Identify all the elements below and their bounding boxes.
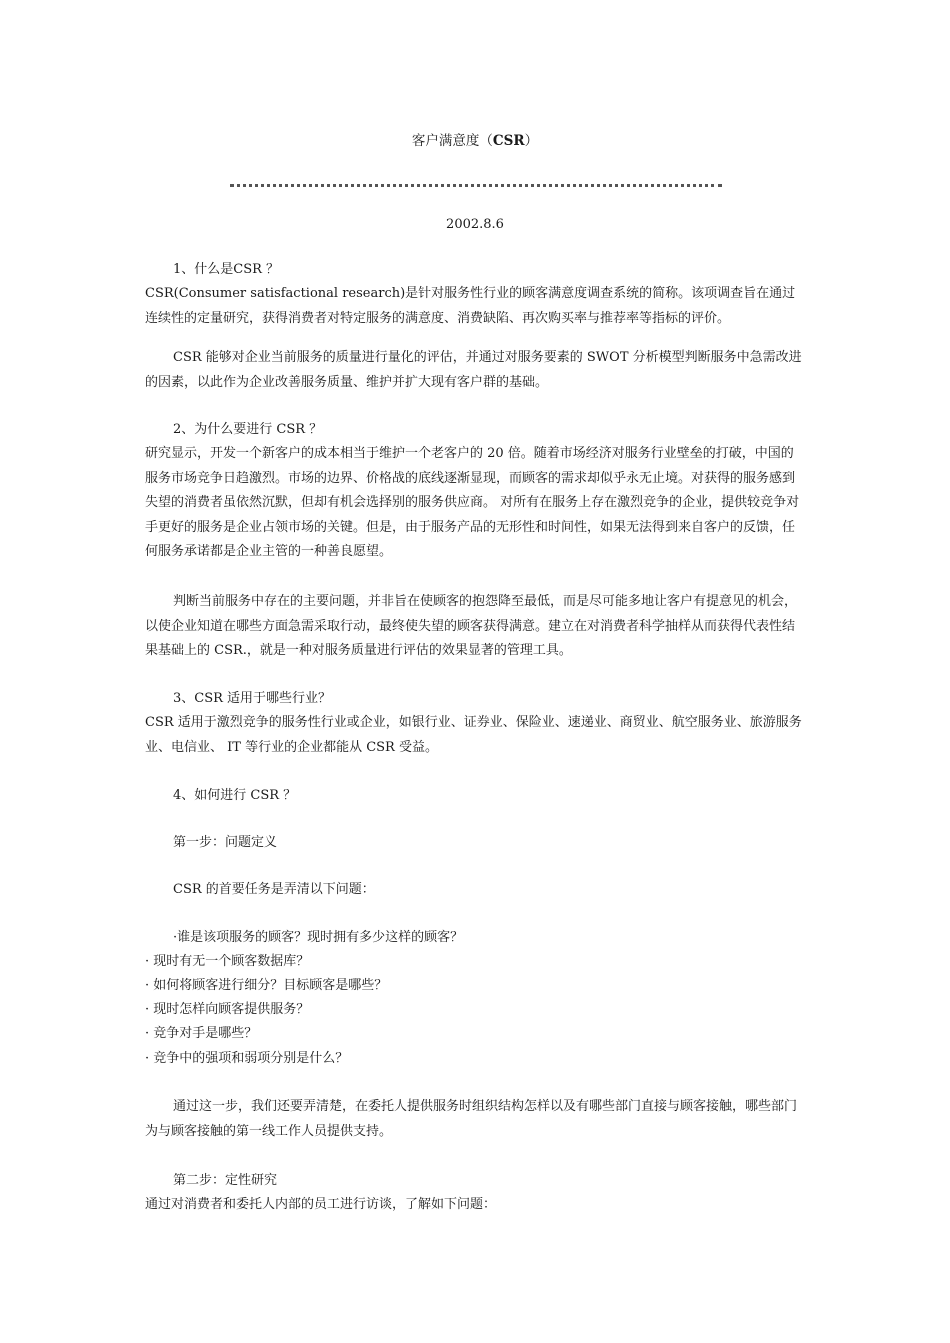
heading-4: 4、如何进行 CSR ？ — [173, 788, 297, 803]
heading-1: 1、什么是CSR ？ — [173, 262, 280, 277]
paragraph-5: CSR 适用于激烈竞争的服务性行业或企业，如银行业、证券业、保险业、速递业、商贸业、航空服务业、旅游服务业、电信业、 IT 等行业的企业都能从 CSR 受益。 — [145, 715, 802, 755]
heading-3: 3、CSR 适用于哪些行业？ — [173, 691, 332, 706]
paragraph-2: CSR 能够对企业当前服务的质量进行量化的评估，并通过对服务要素的 SWOT 分析模型判断服务中急需改进的因素，以此作为企业改善服务质量、维护并扩大现有客户群的基础。 — [145, 350, 802, 390]
step-2-heading: 第二步：定性研究 — [173, 1173, 278, 1188]
paragraph-8: 通过对消费者和委托人内部的员工进行访谈，了解如下问题： — [145, 1197, 497, 1212]
list-item: · 现时有无一个顾客数据库？ — [145, 954, 310, 969]
paragraph-1: CSR(Consumer satisfactional research)是针对服务性行业的顾客满意度调查系统的简称。该项调查旨在通过连续性的定量研究，获得消费者对特定服务的满意度、消费缺陷、再次购买率与推荐率等指标的评价。 — [145, 286, 796, 326]
paragraph-6: CSR 的首要任务是弄清以下问题： — [173, 882, 375, 897]
heading-2: 2、为什么要进行 CSR ？ — [173, 422, 323, 437]
list-item: · 竞争对手是哪些？ — [145, 1026, 258, 1041]
paragraph-3: 研究显示，开发一个新客户的成本相当于维护一个老客户的 20 倍。随着市场经济对服务行业壁垒的打破，中国的服务市场竞争日趋激烈。市场的边界、价格战的底线逐渐显现，而顾客的需求却似乎永无止境。对获得的服务感到失望的消费者虽依然沉默，但却有机会选择别的服务供应商。 对所有在服务上存在激烈竞争的企业，提供较竞争对手更好的服务是企业占领市场的关键。但是，由于服务产品的无形性和时间性，如果无法得到来自客户的反馈，任何服务承诺都是企业主管的一种善良愿望。 — [145, 446, 800, 559]
document-title: 客户满意度（CSR） — [411, 133, 539, 149]
list-item: ·谁是该项服务的顾客？现时拥有多少这样的顾客？ — [173, 930, 464, 945]
dotted-divider — [230, 184, 722, 187]
list-item: · 现时怎样向顾客提供服务？ — [145, 1002, 310, 1017]
list-item: · 如何将顾客进行细分？目标顾客是哪些？ — [145, 978, 388, 993]
list-item: · 竞争中的强项和弱项分别是什么？ — [145, 1051, 349, 1066]
step-1-heading: 第一步：问题定义 — [173, 835, 278, 850]
paragraph-4: 判断当前服务中存在的主要问题，并非旨在使顾客的抱怨降至最低，而是尽可能多地让客户有提意见的机会，以使企业知道在哪些方面急需采取行动，最终使失望的顾客获得满意。建立在对消费者科学抽样从而获得代表性结果基础上的 CSR.，就是一种对服务质量进行评估的效果显著的管理工具。 — [145, 594, 798, 658]
paragraph-7: 通过这一步，我们还要弄清楚，在委托人提供服务时组织结构怎样以及有哪些部门直接与顾客接触，哪些部门为与顾客接触的第一线工作人员提供支持。 — [145, 1099, 798, 1139]
document-date: 2002.8.6 — [446, 217, 504, 232]
